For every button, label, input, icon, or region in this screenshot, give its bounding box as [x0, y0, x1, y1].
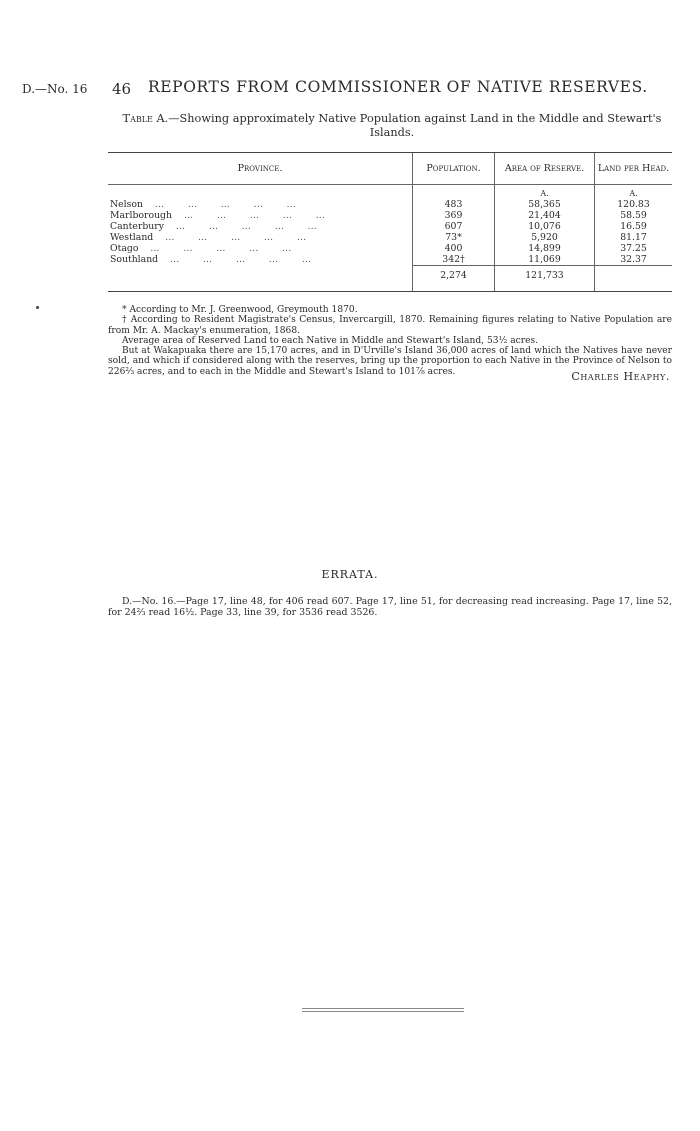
- province-name: Nelson: [110, 199, 143, 210]
- population-table: [108, 152, 672, 292]
- table-row: [108, 254, 672, 266]
- area-value: 21,404: [495, 210, 595, 221]
- land-value: 37.25: [595, 243, 673, 254]
- leader-dots: … … … … …: [153, 232, 307, 243]
- table-row: [108, 210, 672, 221]
- end-rule: [302, 1008, 464, 1009]
- province-name: Southland: [110, 254, 159, 266]
- leader-dots: … … … … …: [138, 243, 292, 254]
- area-value: 5,920: [495, 232, 595, 243]
- header-population: Population.: [413, 153, 495, 185]
- footnote: * According to Mr. J. Greenwood, Greymouth 1870.: [122, 305, 358, 315]
- population-total: 2,274: [413, 266, 495, 292]
- errata-text: D.—No. 16.—Page 17, line 48, for 406 read 607. Page 17, line 51, for decreasing read increasing. Page 17, line 52, for 24⅔ read 16½. Page 33, line 39, for 3536 read 3526.: [108, 596, 672, 618]
- province-name: Marlborough: [110, 210, 172, 221]
- land-value: 58.59: [595, 210, 673, 221]
- table-caption-text: —Showing approximately Native Population against Land in the Middle and Stewart's Islands.: [168, 112, 662, 139]
- errata-title: ERRATA.: [321, 568, 379, 581]
- land-value: 81.17: [595, 232, 673, 243]
- land-value: 32.37: [595, 254, 673, 266]
- area-value: 10,076: [495, 221, 595, 232]
- table-row: [108, 232, 672, 243]
- errata-body: [108, 596, 672, 618]
- unit-row: [108, 185, 672, 200]
- population-value: 400: [413, 243, 495, 254]
- area-value: 14,899: [495, 243, 595, 254]
- unit-area: A.: [495, 185, 595, 200]
- margin-mark: [36, 306, 39, 309]
- population-value: 483: [413, 199, 495, 210]
- unit-land: A.: [595, 185, 673, 200]
- leader-dots: … … … … …: [163, 221, 317, 232]
- table-caption: [108, 112, 676, 140]
- page-number: 46: [112, 80, 132, 98]
- area-total: 121,733: [495, 266, 595, 292]
- totals-row: [108, 266, 672, 292]
- footnotes: [108, 305, 672, 377]
- footnote: † According to Resident Magistrate's Census, Invercargill, 1870. Remaining figures relating to Native Population are from Mr. A. Mackay's enumeration, 1868.: [108, 315, 672, 336]
- land-value: 16.59: [595, 221, 673, 232]
- signature: Charles Heaphy.: [571, 370, 670, 383]
- footnote: But at Wakapuaka there are 15,170 acres, and in D'Urville's Island 36,000 acres of land which the Natives have never sold, and which if considered along with the reserves, bring up the proportion to each Native in the Province of Nelson to 226⅔ acres, and to each in the Middle and Stewart's Island to 101⅞ acres.: [108, 346, 672, 377]
- header-province: Province.: [108, 153, 413, 185]
- leader-dots: … … … … …: [142, 199, 296, 210]
- table-bottom-rule: [108, 291, 672, 292]
- leader-dots: … … … … …: [172, 210, 325, 221]
- province-name: Otago: [110, 243, 139, 254]
- leader-dots: … … … … …: [158, 254, 312, 266]
- end-rule: [302, 1011, 464, 1012]
- page-title: REPORTS FROM COMMISSIONER OF NATIVE RESERVES.: [148, 78, 648, 96]
- population-value: 607: [413, 221, 495, 232]
- population-value: 342†: [413, 254, 495, 266]
- header-area: Area of Reserve.: [495, 153, 595, 185]
- area-value: 11,069: [495, 254, 595, 266]
- area-value: 58,365: [495, 199, 595, 210]
- table-caption-label: Table A.: [122, 112, 169, 125]
- table-row: [108, 221, 672, 232]
- population-value: 369: [413, 210, 495, 221]
- footnote: Average area of Reserved Land to each Native in Middle and Stewart's Island, 53½ acres.: [122, 335, 539, 346]
- province-name: Westland: [110, 232, 154, 243]
- header-land: Land per Head.: [595, 153, 673, 185]
- document-reference: D.—No. 16: [22, 82, 88, 96]
- land-value: 120.83: [595, 199, 673, 210]
- table-row: [108, 243, 672, 254]
- table-row: [108, 199, 672, 210]
- province-name: Canterbury: [110, 221, 164, 232]
- population-value: 73*: [413, 232, 495, 243]
